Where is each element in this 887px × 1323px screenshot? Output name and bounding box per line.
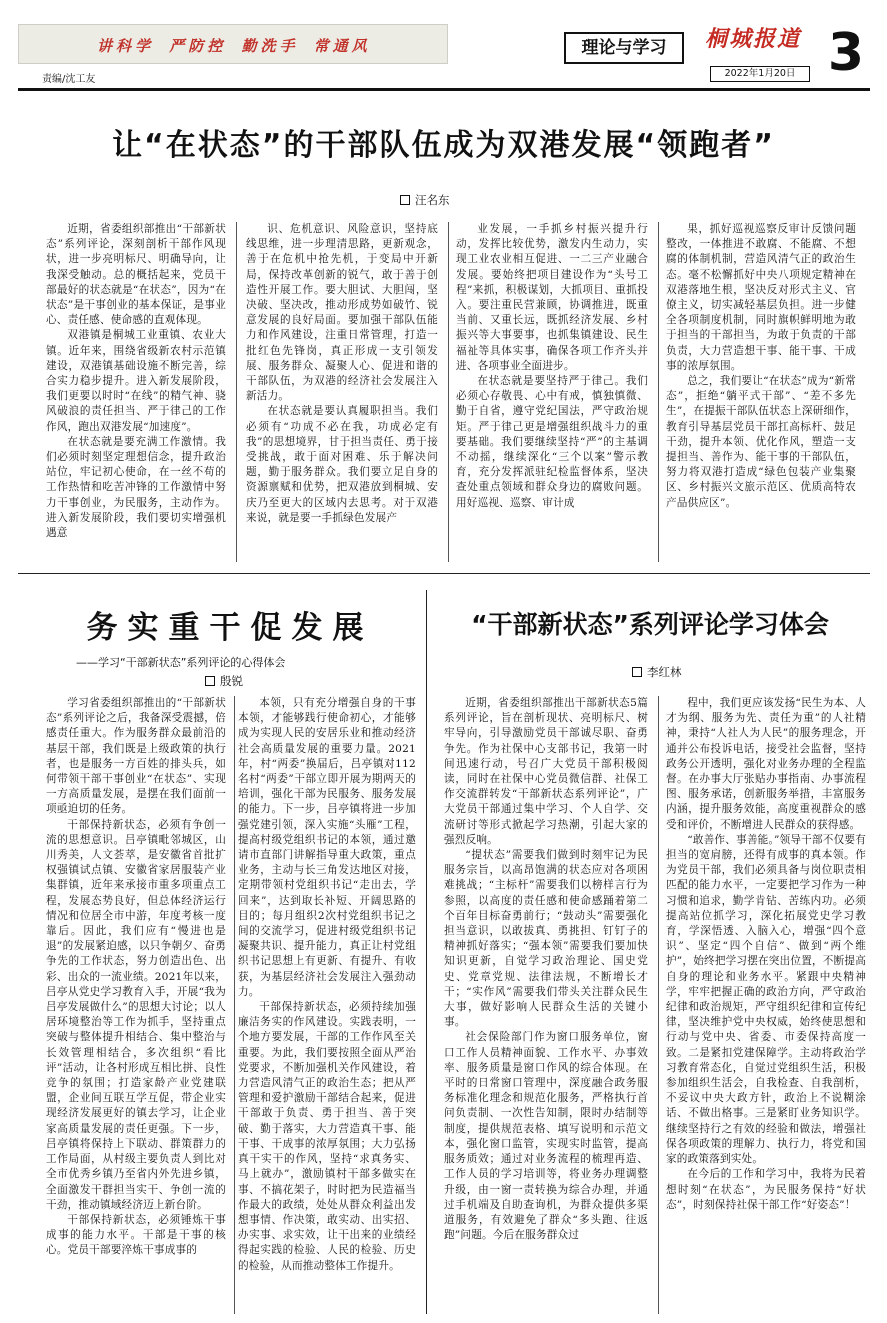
column-divider — [658, 222, 659, 562]
article1-column-3 — [456, 222, 648, 562]
article1-author: 汪名东 — [415, 193, 450, 207]
article1-column-1 — [46, 222, 226, 562]
column-divider — [236, 222, 237, 562]
byline-box-icon — [205, 676, 215, 686]
article3-column-2 — [666, 696, 866, 1314]
editor-credit: 责编/沈工友 — [42, 74, 96, 85]
article3-column-1 — [444, 696, 648, 1314]
paragraph: 总之，我们要让“在状态”成为“新常态”，拒绝“躺平式干部”、“差不多先生”，在提振干部队伍状态上深研细作，教育引导基层党员干部扛高标杆、鼓足干劲，提升本领、优化作风，塑造一支提担当、善作为、能干事的干部队伍，努力将双港打造成“绿色包装产业集聚区、乡村振兴文旅示范区、优质高特农产品供应区”。 — [666, 375, 856, 509]
masthead-rule — [18, 88, 870, 91]
column-divider — [448, 222, 449, 562]
paragraph: 程中，我们更应该发扬“民生为本、人才为纲、服务为先、责任为重”的人社精神，秉持“人社人为人民”的服务理念，开通并公布投诉电话，接受社会监督，坚持政务公开透明，强化对业务办理的全程监督。在办事大厅张贴办事指南、办事流程图、服务承诺，创新服务举措，丰富服务内涵，提升服务效能，高度重视群众的感受和评价，不断增进人民群众的获得感。 — [666, 697, 866, 831]
article2-column-1 — [46, 696, 226, 1314]
newspaper-logo: 桐城报道 — [705, 26, 802, 52]
article3-title: “干部新状态”系列评论学习体会 — [471, 610, 829, 639]
paragraph: “敢善作、事善能。”领导干部不仅要有担当的宽肩膀，还得有成事的真本领。作为党员干部，我们必须具备与岗位职责相匹配的能力水平，一定要把学习作为一种习惯和追求，勤学肯钻、苦练内功。必须提高站位抓学习，深化拓展党史学习教育，学深悟透、入脑入心，增强“四个意识”、坚定“四个自信”、做到“两个维护”，始终把学习摆在突出位置，不断提高自身的理论和业务水平。紧跟中央精神学，牢牢把握正确的政治方向，严守政治纪律和政治规矩，严守组织纪律和宣传纪律，坚决维护党中央权威，始终使思想和行动与党中央、省委、市委保持高度一致。二是紧扣党建保障学。主动将政治学习教育常态化，自觉过党组织生活，积极参加组织生活会，自我检查、自我剖析，不妥议中央大政方针，政治上不说糊涂话、不做出格事。三是紧盯业务知识学。继续坚持行之有效的经验和做法，增强社保各项政策的理解力、执行力，将党和国家的政策落到实处。 — [666, 833, 866, 1166]
article3-author: 李红林 — [647, 665, 682, 679]
paragraph: 在状态就是要认真履职担当。我们必须有“功成不必在我，功成必定有我”的思想境界，甘于担当责任、勇于接受挑战，敢于面对困难、乐于解决问题，勤于服务群众。我们要立足自身的资源禀赋和优势，把双港放到桐城、安庆乃至更大的区域内去思考。对于双港来说，就是要一手抓绿色发展产 — [246, 405, 438, 524]
article-divider — [18, 573, 870, 574]
article2-byline — [205, 673, 243, 689]
paragraph: 在状态就是要坚持严于律己。我们必须心存敬畏、心中有戒，慎独慎微、勤于自省，遵守党纪国法，严守政治规矩。严于律己更是增强组织战斗力的重要基础。我们要继续坚持“严”的主基调不动摇，继续深化“三个以案”警示教育，充分发挥派驻纪检监督体系，坚决查处重点领域和群众身边的腐败问题。用好巡视、巡察、审计成 — [456, 375, 648, 509]
article-divider — [426, 590, 427, 1314]
paragraph: 社会保险部门作为窗口服务单位，窗口工作人员精神面貌、工作水平、办事效率、服务质量是窗口作风的综合体现。在平时的日常窗口管理中，深度融合政务服务标准化理念和规范化服务，严格执行首问负责制、一次性告知制，限时办结制等制度，提供规范表格、填写说明和示范文本，强化窗口监管，实现实时监管，提高服务质效；通过对业务流程的梳理再造、工作人员的学习培训等，将业务办理调整升级，由一窗一责转换为综合办理，并通过手机端及自助查询机，为群众提供多渠道服务，有效避免了群众“多头跑、往返跑”问题。今后在服务群众过 — [444, 1031, 648, 1242]
article2-subtitle: ——学习“干部新状态”系列评论的心得体会 — [76, 656, 286, 669]
paragraph: 果，抓好巡视巡察反审计反馈问题整改，一体推进不敢腐、不能腐、不想腐的体制机制，营造风清气正的政治生态。毫不松懈抓好中央八项规定精神在双港落地生根，坚决反对形式主义、官僚主义，切实减轻基层负担。进一步健全各项制度机制，同时旗帜鲜明地为敢于担当的干部担当，为敢于负责的干部负责，大力营造想干事、能干事、干成事的浓厚氛围。 — [666, 223, 856, 372]
masthead-slogan: 讲科学 严防控 勤洗手 常通风 — [18, 24, 448, 64]
paragraph: 双港镇是桐城工业重镇、农业大镇。近年来，围绕省级新农村示范镇建设，双港镇基础设施不断完善，综合实力稳步提升。进入新发展阶段，我们更要以时时“在线”的精气神、骁风破浪的责任担当、严于律己的工作作风，跑出双港发展“加速度”。 — [46, 329, 226, 433]
issue-date: 2022年1月20日 — [710, 66, 810, 82]
byline-box-icon — [400, 195, 410, 205]
paragraph: 近期，省委组织部推出干部新状态5篇系列评论，旨在剖析现状、亮明标尺、树牢导向，引导激励党员干部诚尽职、奋勇争先。作为社保中心支部书记，我第一时间迅速行动，号召广大党员干部积极阅读，同时在社保中心党员微信群、社保工作交流群转发“干部新状态系列评论”，广大党员干部通过集中学习、个人自学、交流研讨等形式掀起学习热潮，引起大家的强烈反响。 — [444, 697, 648, 846]
article3-byline — [632, 664, 682, 680]
article1-title: 让“在状态”的干部队伍成为双港发展“领跑者” — [112, 128, 775, 163]
article2-column-2 — [226, 696, 416, 1314]
column-divider — [658, 696, 659, 1314]
paragraph: “提状态”需要我们做到时刻牢记为民服务宗旨，以高昂饱满的状态应对各项困难挑战；“主标杆”需要我们以榜样言行为参照，以高度的责任感和使命感踊着第二个百年目标奋勇前行；“鼓动头”需要强化担当意识，以敢拔真、勇挑担、钉钉子的精神抓好落实；“强本领”需要我们要加快知识更新，自觉学习政治理论、国史党史、党章党规、法律法规，不断增长才干；“实作风”需要我们带头关注群众民生大事，做好影响人民群众生活的关键小事。 — [444, 849, 648, 1029]
paragraph: 在今后的工作和学习中，我将为民着想时刻“在状态”，为民服务保持“好状态”，时刻保持社保干部工作“好姿态”！ — [666, 1168, 866, 1211]
paragraph: 近期，省委组织部推出“干部新状态”系列评论，深刻剖析干部作风现状，进一步亮明标尺、明确导向，让我深受触动。总的概括起来，党员干部最好的状态就是“在状态”，因为“在状态”是干事创业的基本保证，是事业心、责任感、使命感的直观体现。 — [46, 223, 226, 327]
paragraph: 在状态就是要充满工作激情。我们必须时刻坚定理想信念，提升政治站位，牢记初心使命，在一丝不苟的工作热情和吃苦冲锋的工作激情中努力干事创业，为民服务，主动作为。进入新发展阶段，我们要切实增强机遇意 — [46, 435, 226, 540]
article2-author: 殷锐 — [220, 674, 243, 688]
section-label: 理论与学习 — [564, 32, 684, 64]
paragraph: 识、危机意识、风险意识，坚持底线思维，进一步理清思路，更新观念，善于在危机中抢先机，于变局中开新局，保持改革创新的锐气，敢于善于创造性开展工作。要大胆试、大胆闯，坚决破、坚决改，推动形成势如破竹、锐意发展的良好局面。要加强干部队伍能力和作风建设，注重日常管理，打造一批红色先锋岗，真正形成一支引领发展、服务群众、凝聚人心、促进和谐的干部队伍，为双港的经济社会发展注入新活力。 — [246, 223, 438, 403]
paragraph: 干部保持新状态，必须持续加强廉洁务实的作风建设。实践表明，一个地方要发展，干部的工作作风至关重要。为此，我们要按照全面从严治党要求，不断加强机关作风建设，着力营造风清气正的政治生态；把从严管理和爱护激励干部结合起来，促进干部敢于负责、勇于担当、善于突破、勤于落实，大力营造真干事、能干事、干成事的浓厚氛围；大力弘扬真干实干的作风，坚持“求真务实、马上就办”，激励镇村干部多做实在事、不搞花架子，时时把为民造福当作最大的政绩，处处从群众利益出发想事情、作决策，敢实动、出实招、办实事、求实效，让干出来的业绩经得起实践的检验、人民的检验、历史的检验，从而推动整体工作提升。 — [238, 1001, 416, 1272]
article1-column-2 — [246, 222, 438, 562]
article1-column-4 — [666, 222, 856, 562]
article2-title: 务实重干促发展 — [86, 610, 374, 646]
paragraph: 干部保持新状态，必须有争创一流的思想意识。吕亭镇毗邻城区，山川秀美，人文荟萃，是安徽省首批扩权强镇试点镇、安徽省家居服装产业集群镇，近年来承接市重多项重点工程，发展态势良好，但总体经济运行情况和位居全市中游，年度考核一度靠后。因此，我们应有“慢进也是退”的发展紧迫感，以只争朝夕、奋勇争先的工作状态，努力创造出色、出彩、出众的一流业绩。2021年以来，吕亭从党史学习教育入手，开展“我为吕亭发展做什么”的思想大讨论；以人居环境整治等工作为抓手，坚持重点突破与整体提升相结合、集中整治与长效管理相结合，多次组织“看比评”活动，让各村形成互相比拼、良性竞争的氛围；打造家龄产业党建联盟，企业间互联互学互促，带企业实现经济发展更好的镇去学习，让企业家高质量发展的责任更强。下一步，吕亭镇将保持上下联动、群策群力的工作局面，从村级主要负责人到比对全市优秀乡镇乃至省内外先进乡镇，全面激发干群担当实干、争创一流的干劲，推动镇域经济迈上新台阶。 — [46, 818, 226, 1211]
paragraph: 本领，只有充分增强自身的干事本领，才能够践行使命初心，才能够成为实现人民的安居乐业和推动经济社会高质量发展的重要力量。2021年，村“两委”换届后，吕亭镇对112名村“两委”干部立即开展为期两天的培训，强化干部为民服务、服务发展的能力。下一步，吕亭镇将进一步加强党建引领，深入实施“头雁”工程，提高村级党组织书记的本领，通过邀请市直部门讲解指导重大政策，重点业务，主动与长三角发达地区对接，定期带领村党组织书记“走出去，学回来”，达到取长补短、开阔思路的目的；每月组织2次村党组织书记之间的交流学习，促进村级党组织书记凝聚共识、提升能力，真正让村党组织书记思想上有更新、有提升、有收获，为基层经济社会发展注入强劲动力。 — [238, 697, 416, 998]
paragraph: 业发展，一手抓乡村振兴提升行动，发挥比较优势，激发内生动力，实现工业农业相互促进、一二三产业融合发展。要始终把项目建设作为“头号工程”来抓，积极谋划，大抓项目、重抓投入。要注重民营兼顾，协调推进，既重当前、又重长远，既抓经济发展、乡村振兴等大事要事，也抓集镇建设、民生福祉等具体实事，确保各项工作齐头并进、各项事业全面进步。 — [456, 223, 648, 372]
paragraph: 学习省委组织部推出的“干部新状态”系列评论之后，我备深受震撼，倍感责任重大。作为服务群众最前沿的基层干部，我们既是上级政策的执行者，也是服务一方百姓的排头兵，如何带领干部干事创业“在状态”、实现一方高质量发展，是摆在我们面前一项亟迫切的任务。 — [46, 697, 226, 816]
byline-box-icon — [632, 667, 642, 677]
article1-byline — [400, 192, 450, 208]
paragraph: 干部保持新状态，必须锤炼干事成事的能力水平。干部是干事的核心。党员干部要淬炼干事成事的 — [46, 1213, 226, 1257]
page-number: 3 — [827, 23, 865, 83]
